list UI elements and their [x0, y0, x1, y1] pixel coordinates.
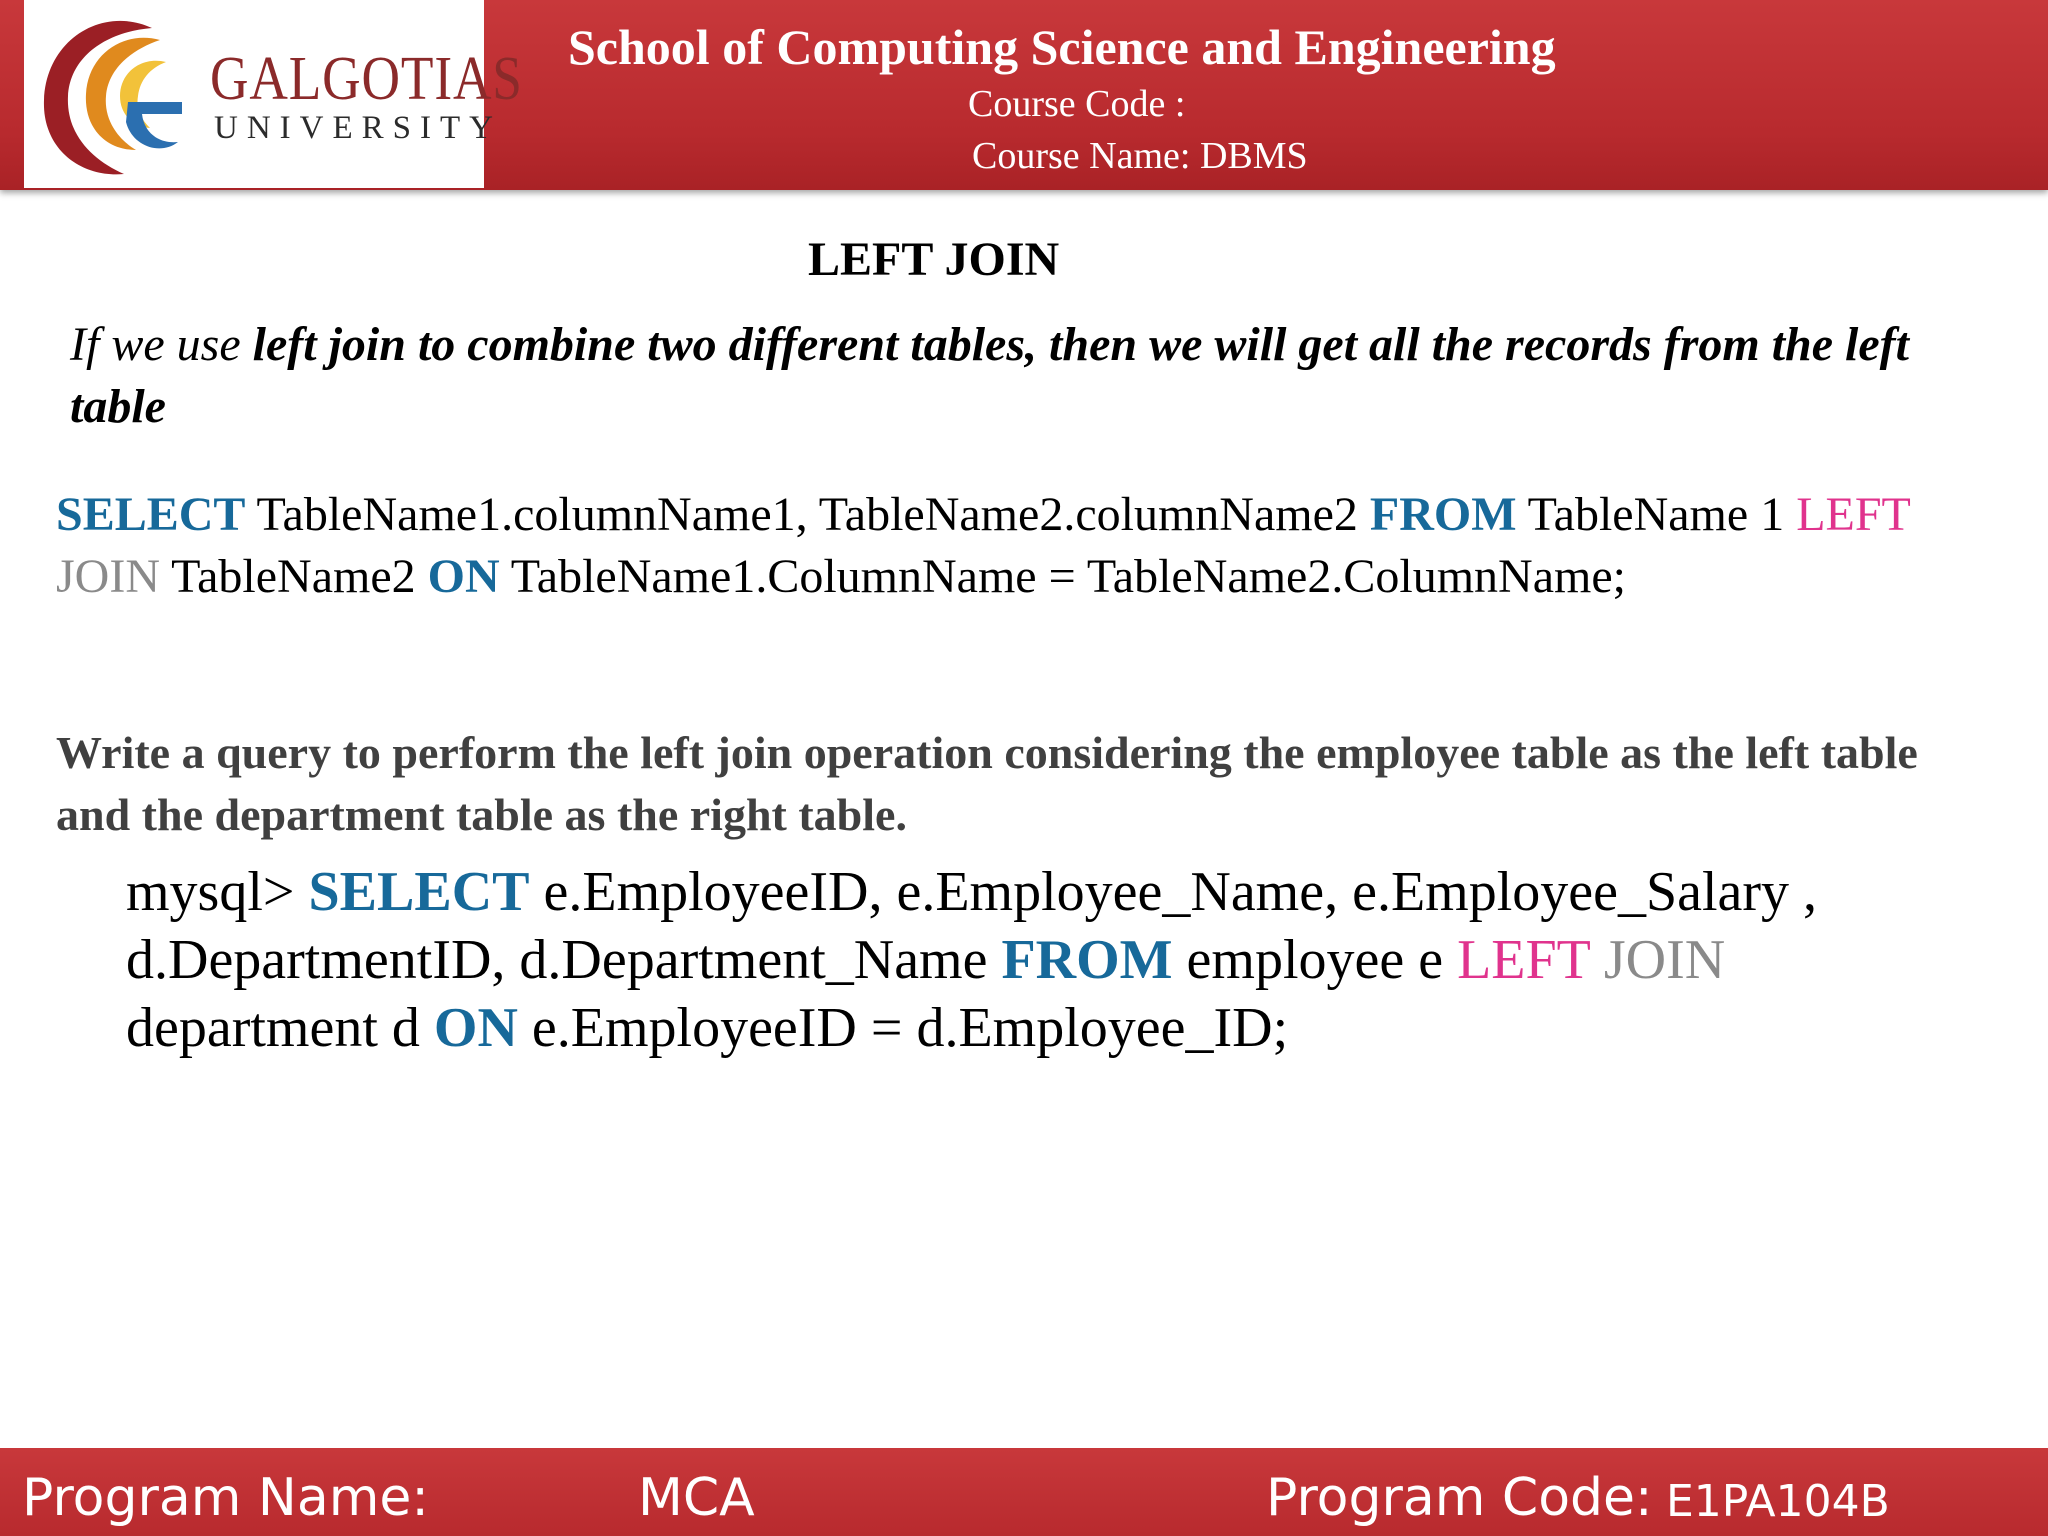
syntax-condition: TableName1.ColumnName = TableName2.ColumnName;	[499, 550, 1626, 603]
query-table2: department d	[126, 997, 434, 1059]
syntax-from-keyword: FROM	[1369, 488, 1517, 541]
logo-name: GALGOTIAS	[210, 45, 523, 113]
query-from-keyword: FROM	[1001, 929, 1173, 991]
query-columns: e.EmployeeID, e.Employee_Name, e.Employee_Salary , d.DepartmentID, d.Department_Name	[126, 861, 1818, 991]
syntax-block	[56, 484, 1956, 608]
school-name: School of Computing Science and Engineering	[568, 19, 1556, 75]
syntax-select-keyword: SELECT	[56, 488, 246, 541]
question-text: Write a query to perform the left join operation considering the employee table as the left table and the department table as the right table.	[56, 727, 1918, 840]
definition-bold: left join to combine two different tables, then we will get all the records from the left table	[70, 318, 1909, 433]
query-join-keyword: JOIN	[1589, 929, 1726, 991]
query-table1: employee e	[1172, 929, 1458, 991]
syntax-join-keyword: JOIN	[56, 550, 160, 603]
galgotias-logo-icon	[32, 10, 192, 180]
query-left-keyword: LEFT	[1457, 929, 1590, 991]
course-code: Course Code :	[968, 83, 1186, 125]
program-code-label: Program Code:	[1266, 1468, 1653, 1528]
logo-subtitle: UNIVERSITY	[214, 110, 502, 146]
slide-title: LEFT JOIN	[808, 233, 1060, 286]
program-code-value: E1PA104B	[1666, 1476, 1890, 1527]
syntax-columns: TableName1.columnName1, TableName2.columnName2	[245, 488, 1370, 541]
query-block	[126, 858, 1926, 1062]
university-logo	[24, 0, 523, 188]
program-name-label: Program Name:	[22, 1468, 429, 1528]
query-on-keyword: ON	[433, 997, 518, 1059]
query-prompt: mysql>	[126, 861, 309, 923]
query-condition: e.EmployeeID = d.Employee_ID;	[517, 997, 1289, 1059]
definition-lead: If we use	[70, 318, 253, 371]
definition-text	[70, 314, 1970, 438]
syntax-table2: TableName2	[160, 550, 428, 603]
course-name: Course Name: DBMS	[972, 135, 1308, 177]
query-select-keyword: SELECT	[308, 861, 530, 923]
header-banner	[0, 0, 2048, 190]
program-name-value: MCA	[638, 1468, 755, 1528]
syntax-left-keyword: LEFT	[1796, 488, 1910, 541]
footer-banner	[0, 1448, 2048, 1536]
syntax-table1: TableName 1	[1516, 488, 1797, 541]
syntax-on-keyword: ON	[427, 550, 500, 603]
